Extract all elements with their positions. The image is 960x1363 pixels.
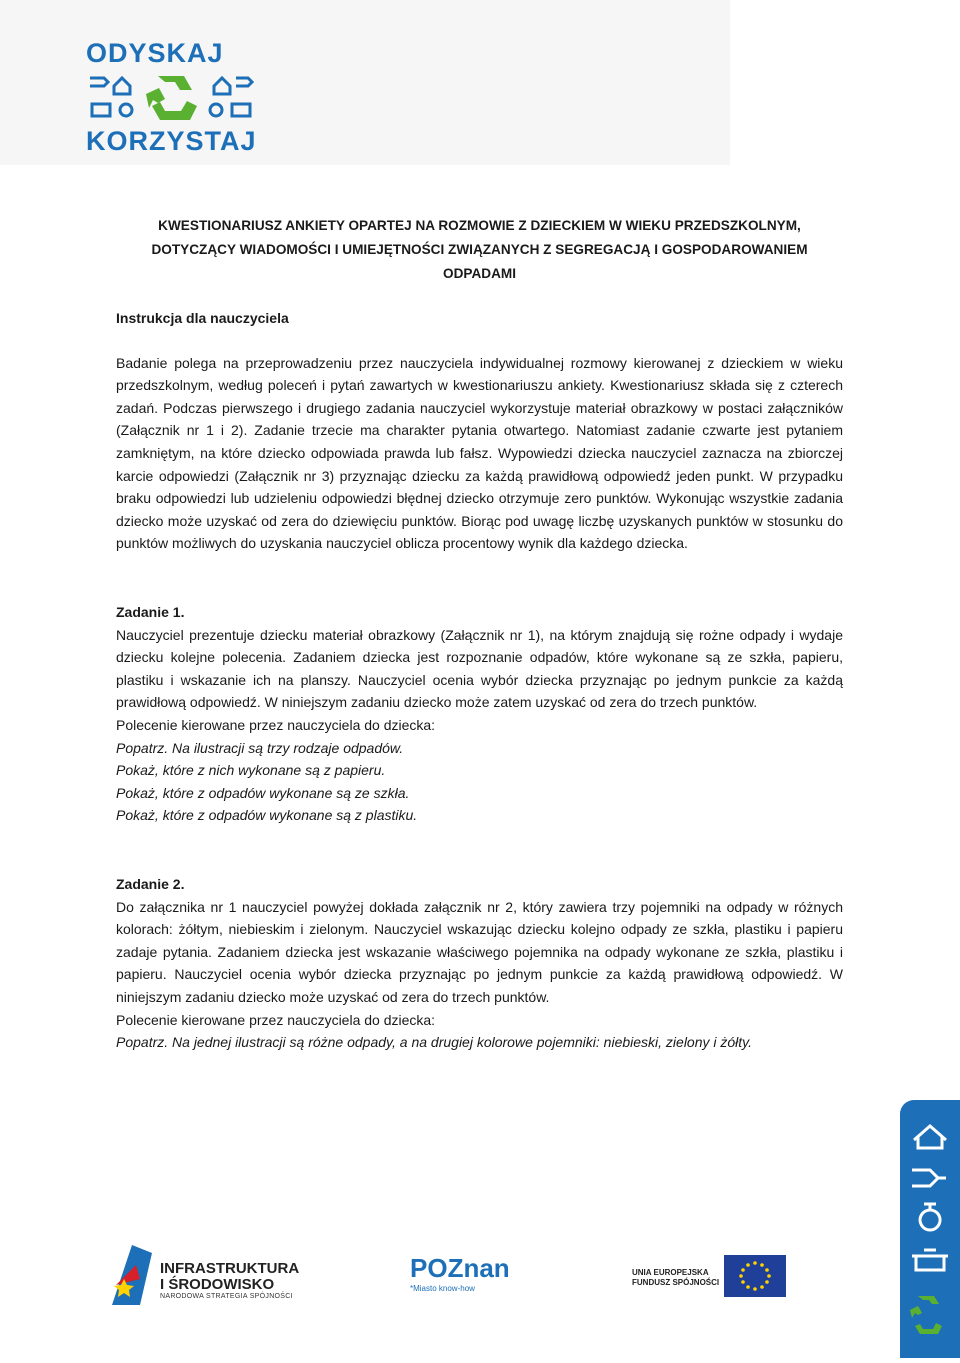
pot-icon (912, 1250, 948, 1270)
infra-sub: NARODOWA STRATEGIA SPÓJNOŚCI (160, 1293, 293, 1300)
recycle-icon (910, 1296, 942, 1334)
plug-icon-right (236, 78, 252, 86)
footer-logos (0, 1235, 900, 1325)
eu-line1: UNIA EUROPEJSKA (632, 1268, 709, 1277)
eu-flag-icon (724, 1255, 786, 1297)
house-icon (914, 1126, 946, 1148)
pot-icon-right (232, 104, 250, 116)
task1-command: Pokaż, które z nich wykonane są z papieru. (116, 762, 386, 779)
infrastruktura-logo (110, 1245, 154, 1312)
logo-bottom-word: KORZYSTAJ (86, 126, 257, 156)
instructions-body: Badanie polega na przeprowadzeniu przez nauczyciela indywidualnej rozmowy kierowanej z dzieckiem w wieku przedszkolnym, według poleceń i pytań zawartych w kwestionariuszu ankiety. Kwestionariusz składa się z czterech zadań. Podczas pierwszego i drugiego zadania nauczyciel wykorzystuje materiał obrazkowy w postaci załączników (Załącznik nr 1 i 2). Zadanie trzecie ma charakter pytania otwartego. Natomiast zadanie czwarte jest pytaniem zamkniętym, na które dziecko odpowiada prawda lub fałsz. Wypowiedzi dziecka nauczyciel zaznacza na zbiorczej karcie odpowiedzi (Załącznik nr 3) przyznając dziecku za każdą prawidłową odpowiedź jeden punkt. W przypadku braku odpowiedzi lub udzieleniu odpowiedzi błędnej dziecko otrzymuje zero punktów. Wykonując wszystkie zadania dziecko może uzyskać od zera do dziewięciu punktów. Biorąc pod uwagę liczbę uzyskanych punktów w stosunku do punktów możliwych do uzyskania nauczyciel oblicza procentowy wynik dla każdego dziecka. (116, 354, 843, 552)
infrastruktura-text (160, 1261, 299, 1300)
task2-section (116, 873, 843, 1054)
task2-body: Do załącznika nr 1 nauczyciel powyżej dokłada załącznik nr 2, który zawiera trzy pojemniki na odpady w różnych kolorach: żółtym, niebieskim i zielonym. Nauczyciel wskazując dziecku kolejno odpady ze szkła, plastiku i papieru zadaje pytania. Zadaniem dziecka jest wskazanie właściwego pojemnika na odpady wykonane ze szkła, plastiku i papieru. Nauczyciel ocenia wybór dziecka przyznając po jednym punkcie za każdą prawidłową odpowiedź. W niniejszym zadaniu dziecko może uzyskać od zera do trzech punktów. (116, 898, 843, 1005)
plug-icon (912, 1170, 946, 1186)
document-title (116, 214, 843, 286)
task1-command-label: Polecenie kierowane przez nauczyciela do dziecka: (116, 716, 436, 733)
instructions-section (116, 307, 843, 555)
logo-top-word: ODYSKAJ (86, 38, 224, 68)
task1-command: Popatrz. Na ilustracji są trzy rodzaje odpadów. (116, 739, 404, 756)
infra-line1: INFRASTRUKTURA (160, 1260, 300, 1277)
task1-command: Pokaż, które z odpadów wykonane są ze szkła. (116, 784, 410, 801)
odzyskaj-korzystaj-logo (86, 40, 256, 156)
side-icons (900, 1100, 960, 1358)
eu-text (632, 1268, 719, 1288)
house-icon (114, 78, 130, 94)
title-line: DOTYCZĄCY WIADOMOŚCI I UMIEJĘTNOŚCI ZWIĄZANYCH Z SEGREGACJĄ I GOSPODAROWANIEM (151, 242, 808, 257)
poznan-logo (410, 1253, 510, 1293)
flag-icon (110, 1245, 154, 1307)
plug-icon (90, 78, 108, 86)
poznan-tagline: *Miasto know-how (410, 1284, 475, 1293)
title-line: ODPADAMI (443, 266, 516, 281)
side-icon-bar (900, 1100, 960, 1358)
bulb-icon (920, 1204, 940, 1230)
task2-command-label: Polecenie kierowane przez nauczyciela do dziecka: (116, 1011, 436, 1028)
poznan-wordmark: POZnan (410, 1253, 510, 1283)
task1-command: Pokaż, które z odpadów wykonane są z plastiku. (116, 807, 418, 824)
infra-line2: I ŚRODOWISKO (160, 1276, 275, 1293)
house-icon-right (214, 78, 230, 94)
logo-icons (86, 72, 256, 124)
task2-command: Popatrz. Na jednej ilustracji są różne odpady, a na drugiej kolorowe pojemniki: niebieski, zielony i żółty. (116, 1034, 753, 1051)
task2-heading: Zadanie 2. (116, 876, 185, 892)
task1-section (116, 601, 843, 827)
bulb-icon (120, 104, 132, 116)
eu-line2: FUNDUSZ SPÓJNOŚCI (632, 1278, 720, 1287)
instructions-heading: Instrukcja dla nauczyciela (116, 310, 289, 326)
task1-heading: Zadanie 1. (116, 604, 185, 620)
pot-icon (92, 104, 110, 116)
task1-body: Nauczyciel prezentuje dziecku materiał obrazkowy (Załącznik nr 1), na którym znajdują się rożne odpady i wydaje dziecku kolejne polecenia. Zadaniem dziecka jest rozpoznanie odpadów, które wykonane są ze szkła, papieru, plastiku i wskazanie ich na planszy. Nauczyciel ocenia wybór dziecka przyznając po jednym punkcie za każdą prawidłową odpowiedź. W niniejszym zadaniu dziecko może zatem uzyskać od zera do trzech punktów. (116, 626, 843, 711)
bulb-icon-right (210, 104, 222, 116)
title-line: KWESTIONARIUSZ ANKIETY OPARTEJ NA ROZMOWIE Z DZIECKIEM W WIEKU PRZEDSZKOLNYM, (158, 218, 801, 233)
eu-flag (724, 1255, 786, 1302)
recycle-icon (146, 76, 197, 120)
